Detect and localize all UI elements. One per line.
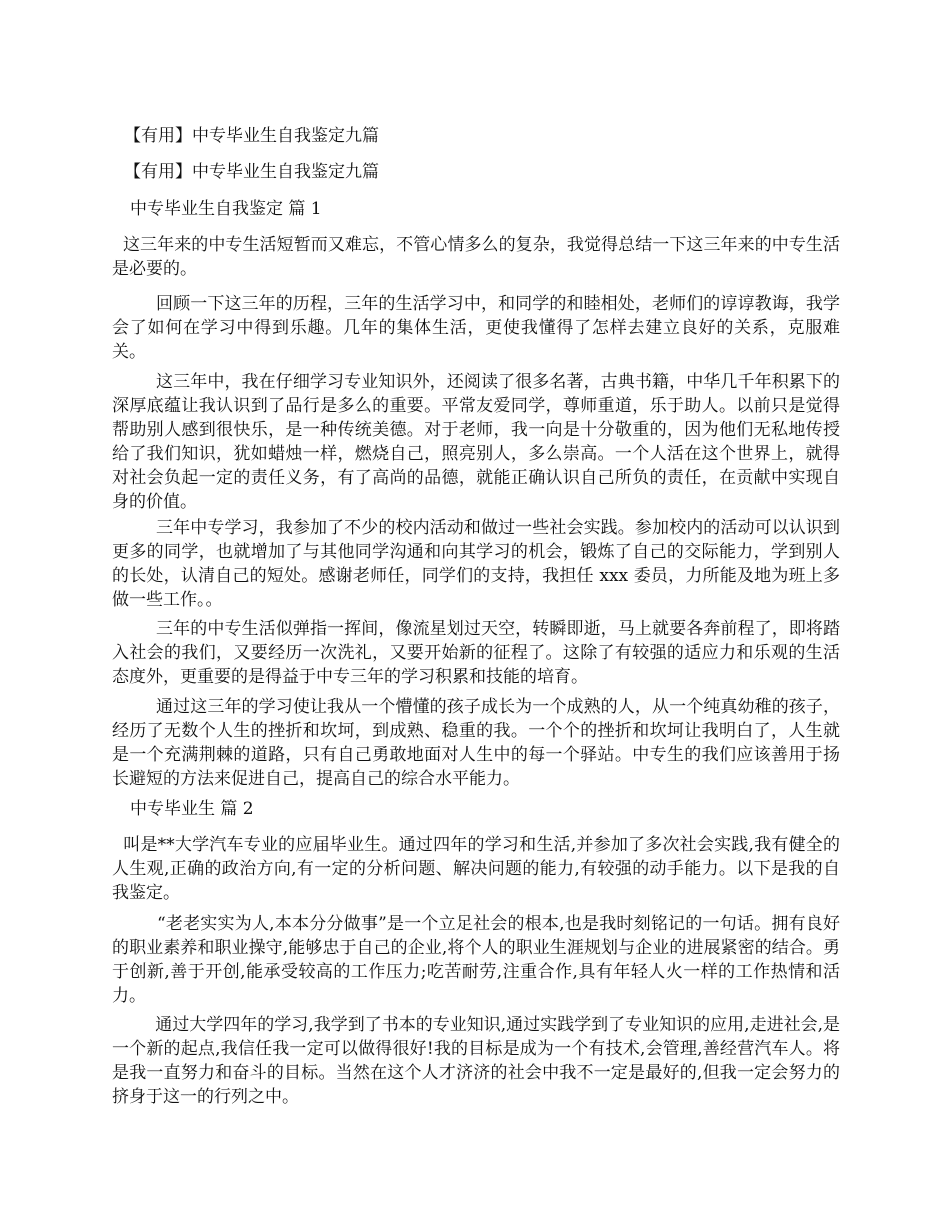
paragraph: 这三年中，我在仔细学习专业知识外，还阅读了很多名著，古典书籍，中华几千年积累下的深厚底蕴让我认识到了品行是多么的重要。平常友爱同学，尊师重道，乐于助人。以前只是觉得帮助别人感到很快乐，是一种传统美德。对于老师，我一向是十分敬重的，因为他们无私地传授给了我们知识，犹如蜡烛一样，燃烧自己，照亮别人，多么崇高。一个人活在这个世界上，就得对社会负起一定的责任义务，有了高尚的品德，就能正确认识自己所负的责任，在贡献中实现自身的价值。: [112, 372, 840, 512]
paragraph: 通过大学四年的学习,我学到了书本的专业知识,通过实践学到了专业知识的应用,走进社会,是一个新的起点,我信任我一定可以做得很好!我的目标是成为一个有技术,会管理,善经营汽车人。将是我一直努力和奋斗的目标。当然在这个人才济济的社会中我不一定是最好的,但我一定会努力的挤身于这一的行列之中。: [112, 1015, 840, 1107]
paragraph: 叫是**大学汽车专业的应届毕业生。通过四年的学习和生活,并参加了多次社会实践,我有健全的人生观,正确的政治方向,有一定的分析问题、解决问题的能力,有较强的动手能力。以下是我的自我鉴定。: [112, 835, 840, 903]
paragraph: 这三年来的中专生活短暂而又难忘，不管心情多么的复杂，我觉得总结一下这三年来的中专生活是必要的。: [112, 235, 841, 279]
document-title-repeat: 【有用】中专毕业生自我鉴定九篇: [124, 162, 379, 182]
paragraph: 通过这三年的学习使让我从一个懵懂的孩子成长为一个成熟的人，从一个纯真幼稚的孩子，经历了无数个人生的挫折和坎坷，到成熟、稳重的我。一个个的挫折和坎坷让我明白了，人生就是一个充满荆棘的道路，只有自己勇敢地面对人生中的每一个驿站。中专生的我们应该善用于扬长避短的方法来促进自己，提高自己的综合水平能力。: [112, 697, 840, 789]
paragraph: 三年的中专生活似弹指一挥间，像流星划过天空，转瞬即逝，马上就要各奔前程了，即将踏入社会的我们，又要经历一次洗礼，又要开始新的征程了。这除了有较强的适应力和乐观的生活态度外，更重要的是得益于中专三年的学习积累和技能的培育。: [112, 619, 840, 687]
section-heading-2: 中专毕业生 篇 2: [130, 799, 254, 819]
section-heading-1: 中专毕业生自我鉴定 篇 1: [130, 199, 322, 219]
document-title: 【有用】中专毕业生自我鉴定九篇: [124, 126, 379, 146]
paragraph: 三年中专学习，我参加了不少的校内活动和做过一些社会实践。参加校内的活动可以认识到更多的同学，也就增加了与其他同学沟通和向其学习的机会，锻炼了自己的交际能力，学到别人的长处，认清自己的短处。感谢老师任，同学们的支持，我担任 xxx 委员，力所能及地为班上多做一些工作。。: [112, 518, 840, 610]
paragraph: 回顾一下这三年的历程，三年的生活学习中，和同学的和睦相处，老师们的谆谆教诲，我学会了如何在学习中得到乐趣。几年的集体生活，更使我懂得了怎样去建立良好的关系，克服难关。: [112, 294, 840, 362]
paragraph: “老老实实为人,本本分分做事”是一个立足社会的根本,也是我时刻铭记的一句话。拥有良好的职业素养和职业操守,能够忠于自己的企业,将个人的职业生涯规划与企业的进展紧密的结合。勇于创新,善于开创,能承受较高的工作压力;吃苦耐劳,注重合作,具有年轻人火一样的工作热情和活力。: [112, 914, 840, 1006]
